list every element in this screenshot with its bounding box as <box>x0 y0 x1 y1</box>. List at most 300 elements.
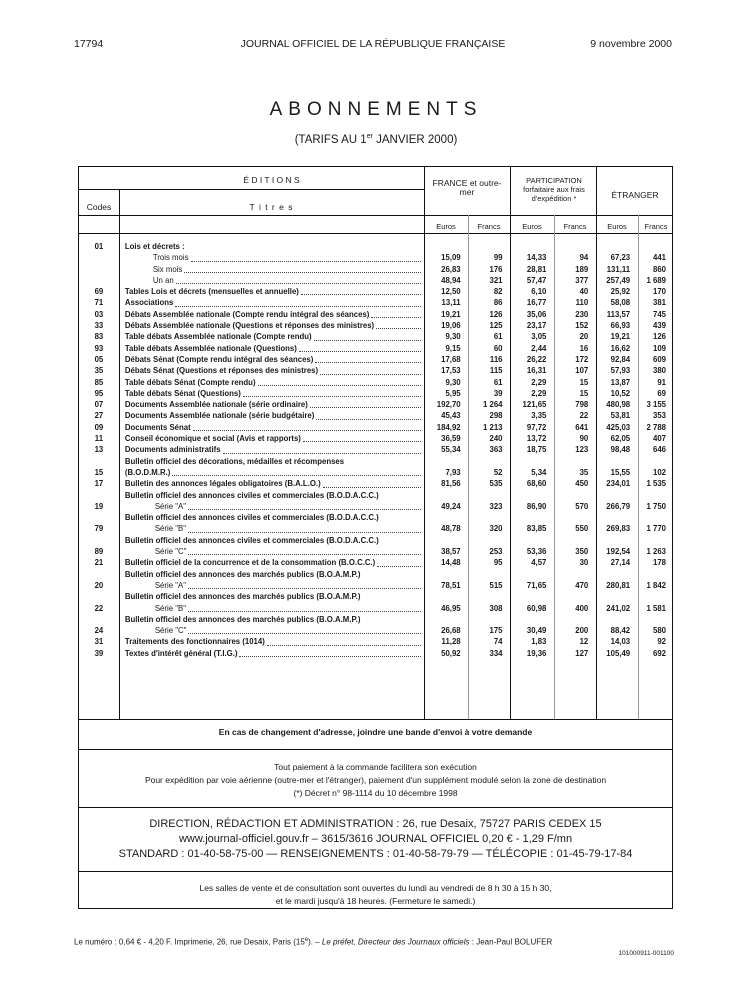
row-title <box>119 241 423 252</box>
row-title-text: Bulletin officiel des décorations, médailles et récompenses <box>124 456 345 466</box>
participation-francs: 94 <box>579 253 589 263</box>
row-code: 33 <box>94 321 104 331</box>
row-title-text: Conseil économique et social (Avis et rapports) <box>124 434 301 444</box>
etranger-euros: 480,98 <box>606 400 631 410</box>
dot-leader <box>299 343 421 352</box>
participation-euros: 16,77 <box>526 298 547 308</box>
header-editions: É D I T I O N S <box>243 175 300 185</box>
row-title-text: Série "B" <box>154 603 186 613</box>
france-euros: 55,34 <box>441 445 461 455</box>
etranger-francs: 580 <box>653 626 667 636</box>
row-title-text: Bulletin officiel des annonces des marchés publics (B.O.A.M.P.) <box>124 569 361 579</box>
dot-leader <box>267 636 421 645</box>
participation-euros: 68,60 <box>526 479 547 489</box>
table-row <box>79 286 672 297</box>
etranger-francs: 441 <box>653 253 667 263</box>
participation-francs: 127 <box>575 648 589 658</box>
row-title <box>119 433 423 444</box>
participation-francs: 90 <box>579 434 589 444</box>
participation-francs: 798 <box>575 400 589 410</box>
participation-euros: 97,72 <box>526 422 547 432</box>
dot-leader <box>223 444 421 453</box>
opening-hours-line: et le mardi jusqu'à 18 heures. (Fermeture le samedi.) <box>275 896 476 906</box>
etranger-euros: 269,83 <box>606 524 631 534</box>
participation-euros: 19,36 <box>526 648 547 658</box>
row-code: 27 <box>94 411 104 421</box>
dot-leader <box>188 603 421 612</box>
payment-line: Pour expédition par voie aérienne (outre-mer et l'étranger), paiement d'un supplément modulé selon la zone de destination <box>144 775 607 785</box>
dot-leader <box>188 523 421 532</box>
etranger-euros: 113,57 <box>606 309 631 319</box>
etranger-francs: 407 <box>653 434 667 444</box>
participation-euros: 1,83 <box>531 637 547 647</box>
participation-euros: 121,65 <box>522 400 547 410</box>
etranger-francs: 353 <box>653 411 667 421</box>
row-title-text: Série "A" <box>154 501 186 511</box>
participation-francs: 470 <box>575 580 589 590</box>
row-title <box>119 354 423 365</box>
table-body <box>79 241 672 659</box>
table-row <box>79 490 672 513</box>
table-row <box>79 297 672 308</box>
dot-leader <box>310 399 421 408</box>
participation-francs: 350 <box>575 547 589 557</box>
participation-francs: 107 <box>575 366 589 376</box>
row-title-text: Série "C" <box>154 626 187 636</box>
participation-euros: 83,85 <box>526 524 547 534</box>
participation-francs: 12 <box>579 637 589 647</box>
row-title <box>119 377 423 388</box>
table-row <box>79 399 672 410</box>
row-title-text: Lois et décrets : <box>124 242 185 251</box>
row-code: 15 <box>94 467 104 477</box>
dot-leader <box>377 557 421 566</box>
divider <box>79 871 672 872</box>
etranger-euros: 425,03 <box>606 422 631 432</box>
etranger-euros: 16,62 <box>610 343 631 353</box>
divider <box>79 189 424 190</box>
participation-francs: 189 <box>575 264 589 274</box>
france-euros: 5,95 <box>445 388 461 398</box>
participation-euros: 35,06 <box>526 309 547 319</box>
participation-euros: 18,75 <box>526 445 547 455</box>
france-euros: 7,93 <box>445 467 461 477</box>
row-title <box>119 388 423 399</box>
divider <box>79 233 672 234</box>
row-title-text: Bulletin officiel des annonces des marchés publics (B.O.A.M.P.) <box>124 614 361 624</box>
row-title-text: Un an <box>152 275 174 285</box>
table-row <box>79 331 672 342</box>
france-euros: 36,59 <box>441 434 461 444</box>
table-row <box>79 591 672 614</box>
etranger-francs: 1 689 <box>646 275 667 285</box>
etranger-francs: 1 535 <box>646 479 667 489</box>
france-francs: 1 213 <box>483 422 503 432</box>
table-row <box>79 456 672 479</box>
row-title-text: Débats Sénat (Questions et réponses des ministres) <box>124 366 319 376</box>
row-code: 93 <box>94 343 104 353</box>
dot-leader <box>176 275 421 284</box>
row-title-text: Documents administratifs <box>124 445 221 455</box>
row-title-text: Tables Lois et décrets (mensuelles et annuelle) <box>124 287 299 297</box>
france-euros: 45,43 <box>441 411 461 421</box>
france-francs: 39 <box>493 388 503 398</box>
etranger-francs: 1 750 <box>646 501 667 511</box>
row-code: 39 <box>94 648 104 658</box>
etranger-euros: 241,02 <box>606 603 631 613</box>
france-euros: 9,30 <box>445 332 461 342</box>
dot-leader <box>316 410 420 419</box>
france-francs: 323 <box>489 501 503 511</box>
header-participation: PARTICIPATION forfaitaire aux frais d'expédition * <box>523 176 585 203</box>
table-row <box>79 433 672 444</box>
etranger-euros: 257,49 <box>606 275 631 285</box>
row-title <box>119 343 423 354</box>
participation-francs: 172 <box>575 354 589 364</box>
table-row <box>79 648 672 659</box>
row-title <box>119 648 423 659</box>
etranger-euros: 27,14 <box>610 558 631 568</box>
france-francs: 321 <box>489 275 503 285</box>
opening-hours <box>79 882 672 908</box>
participation-francs: 123 <box>575 445 589 455</box>
row-title-text: Documents Assemblée nationale (série ordinaire) <box>124 400 308 410</box>
participation-francs: 377 <box>575 275 589 285</box>
etranger-euros: 15,55 <box>610 467 631 477</box>
participation-euros: 26,22 <box>526 354 547 364</box>
france-euros: 19,21 <box>441 309 461 319</box>
france-francs: 61 <box>493 377 503 387</box>
row-code: 69 <box>94 287 104 297</box>
decree-reference: (*) Décret n° 98-1114 du 10 décembre 1998 <box>293 788 458 798</box>
row-title-text: Bulletin des annonces légales obligatoires (B.A.L.O.) <box>124 479 321 489</box>
participation-euros: 3,35 <box>531 411 547 421</box>
participation-francs: 450 <box>575 479 589 489</box>
participation-francs: 570 <box>575 501 589 511</box>
etranger-euros: 266,79 <box>606 501 631 511</box>
france-euros: 26,68 <box>441 626 461 636</box>
row-title <box>119 614 423 637</box>
france-francs: 126 <box>489 309 503 319</box>
row-title <box>119 444 423 455</box>
table-row <box>79 410 672 421</box>
participation-euros: 16,31 <box>526 366 547 376</box>
direction-address: DIRECTION, RÉDACTION ET ADMINISTRATION : 26, rue Desaix, 75727 PARIS CEDEX 15 <box>149 818 602 830</box>
dot-leader <box>376 320 421 329</box>
footer-code: 101000911-001100 <box>618 950 674 957</box>
france-francs: 82 <box>493 287 503 297</box>
row-code: 35 <box>94 366 104 376</box>
header-etranger: ÉTRANGER <box>611 190 659 200</box>
row-title-text: Associations <box>124 298 174 308</box>
france-francs: 363 <box>489 445 503 455</box>
row-title <box>119 478 423 489</box>
row-code: 95 <box>94 388 104 398</box>
subscription-table-frame <box>78 166 673 909</box>
participation-francs: 230 <box>575 309 589 319</box>
etranger-francs: 170 <box>653 287 667 297</box>
row-title-text: Six mois <box>152 264 183 274</box>
france-francs: 308 <box>489 603 503 613</box>
table-row <box>79 377 672 388</box>
table-row <box>79 365 672 376</box>
page-subtitle: (TARIFS AU 1er JANVIER 2000) <box>294 133 458 146</box>
etranger-euros: 62,05 <box>610 434 631 444</box>
etranger-euros: 88,42 <box>610 626 631 636</box>
row-code: 07 <box>94 400 104 410</box>
france-francs: 95 <box>493 558 503 568</box>
header-euros-2: Euros <box>522 222 542 231</box>
row-title-text: Table débats Sénat (Questions) <box>124 388 241 398</box>
france-francs: 298 <box>489 411 503 421</box>
participation-euros: 2,29 <box>531 388 547 398</box>
row-title <box>119 320 423 331</box>
payment-line: Tout paiement à la commande facilitera son exécution <box>274 762 477 772</box>
etranger-euros: 98,48 <box>610 445 631 455</box>
row-code: 71 <box>94 298 104 308</box>
france-euros: 192,70 <box>436 400 461 410</box>
journal-title: JOURNAL OFFICIEL DE LA RÉPUBLIQUE FRANÇAISE <box>240 38 506 50</box>
header-francs-2: Francs <box>563 222 587 231</box>
france-euros: 14,48 <box>441 558 461 568</box>
header-codes: Codes <box>86 202 112 212</box>
etranger-francs: 381 <box>653 298 667 308</box>
table-row <box>79 512 672 535</box>
table-row <box>79 444 672 455</box>
france-francs: 74 <box>493 637 503 647</box>
france-euros: 50,92 <box>441 648 461 658</box>
etranger-francs: 692 <box>653 648 667 658</box>
dot-leader <box>323 478 421 487</box>
france-francs: 175 <box>489 626 503 636</box>
footer-imprint: Le numéro : 0,64 € - 4,20 F. Imprimerie, 26, rue Desaix, Paris (15e). – Le préfet, Directeur des Journaux officiels : Jean-Paul BOLUFER <box>74 937 553 947</box>
row-code: 24 <box>94 626 104 636</box>
participation-euros: 4,57 <box>531 558 547 568</box>
etranger-euros: 13,87 <box>610 377 631 387</box>
participation-francs: 40 <box>579 287 589 297</box>
france-euros: 78,51 <box>441 580 461 590</box>
row-code: 19 <box>94 501 104 511</box>
participation-euros: 30,49 <box>526 626 547 636</box>
etranger-francs: 178 <box>653 558 667 568</box>
france-euros: 48,94 <box>441 275 461 285</box>
france-francs: 115 <box>489 366 503 376</box>
etranger-euros: 19,21 <box>610 332 631 342</box>
etranger-francs: 1 581 <box>646 603 667 613</box>
table-row <box>79 422 672 433</box>
participation-francs: 641 <box>575 422 589 432</box>
row-title-text: Trois mois <box>152 253 189 263</box>
dot-leader <box>188 625 420 634</box>
row-title-text: Documents Sénat <box>124 422 191 432</box>
row-title-text: Textes d'intérêt général (T.I.G.) <box>124 648 238 658</box>
row-title <box>119 410 423 421</box>
divider <box>79 719 672 720</box>
france-francs: 61 <box>493 332 503 342</box>
table-row <box>79 614 672 637</box>
france-euros: 46,95 <box>441 603 461 613</box>
row-code: 85 <box>94 377 104 387</box>
participation-francs: 30 <box>579 558 589 568</box>
etranger-euros: 57,93 <box>610 366 631 376</box>
row-code: 21 <box>94 558 104 568</box>
phone-line: STANDARD : 01-40-58-75-00 — RENSEIGNEMENTS : 01-40-58-79-79 — TÉLÉCOPIE : 01-45-79-17-84 <box>118 848 633 860</box>
table-row <box>79 636 672 647</box>
participation-euros: 5,34 <box>531 467 547 477</box>
row-title-text: Bulletin officiel des annonces civiles et commerciales (B.O.D.A.C.C.) <box>124 513 379 523</box>
etranger-euros: 234,01 <box>606 479 631 489</box>
table-row <box>79 343 672 354</box>
row-title <box>119 365 423 376</box>
row-code: 17 <box>94 479 104 489</box>
dot-leader <box>320 365 421 374</box>
france-euros: 9,15 <box>445 343 461 353</box>
header-euros-3: Euros <box>607 222 627 231</box>
participation-euros: 3,05 <box>531 332 547 342</box>
etranger-euros: 67,23 <box>610 253 631 263</box>
table-row <box>79 535 672 558</box>
row-code: 83 <box>94 332 104 342</box>
row-title-text: Série "B" <box>154 524 186 534</box>
row-code: 01 <box>94 242 104 251</box>
france-francs: 1 264 <box>483 400 503 410</box>
etranger-francs: 646 <box>653 445 667 455</box>
etranger-euros: 66,93 <box>610 321 631 331</box>
etranger-euros: 25,92 <box>610 287 631 297</box>
header-france: FRANCE et outre-mer <box>432 178 502 197</box>
opening-hours-line: Les salles de vente et de consultation sont ouvertes du lundi au vendredi de 8 h 30 à 15 h 30, <box>199 883 552 893</box>
row-title <box>119 286 423 297</box>
table-row <box>79 264 672 275</box>
dot-leader <box>314 331 421 340</box>
france-francs: 60 <box>493 343 503 353</box>
website-line: www.journal-officiel.gouv.fr – 3615/3616 JOURNAL OFFICIEL 0,20 € - 1,29 F/mn <box>178 833 573 845</box>
divider <box>79 749 672 750</box>
etranger-euros: 10,52 <box>610 388 631 398</box>
row-title-text: Série "A" <box>154 580 186 590</box>
france-francs: 334 <box>489 648 503 658</box>
row-title-text: Bulletin officiel de la concurrence et de la consommation (B.O.C.C.) <box>124 558 376 568</box>
france-francs: 125 <box>489 321 503 331</box>
etranger-francs: 1 263 <box>646 547 667 557</box>
participation-francs: 16 <box>579 343 589 353</box>
header-titres: T i t r e s <box>249 202 294 212</box>
payment-note <box>79 761 672 800</box>
row-title <box>119 636 423 647</box>
france-francs: 116 <box>489 354 503 364</box>
page-title: ABONNEMENTS <box>269 99 483 120</box>
participation-francs: 110 <box>575 298 589 308</box>
etranger-euros: 92,84 <box>610 354 631 364</box>
row-title-text: Table débats Assemblée nationale (Compte rendu) <box>124 332 312 342</box>
france-euros: 26,83 <box>441 264 461 274</box>
etranger-francs: 3 155 <box>646 400 667 410</box>
row-title <box>119 309 423 320</box>
table-row <box>79 275 672 286</box>
etranger-euros: 280,81 <box>606 580 631 590</box>
table-row <box>79 252 672 263</box>
row-title <box>119 297 423 308</box>
france-euros: 17,68 <box>441 354 461 364</box>
etranger-francs: 109 <box>653 343 667 353</box>
etranger-euros: 53,81 <box>610 411 631 421</box>
etranger-francs: 1 842 <box>646 580 667 590</box>
header-francs-1: Francs <box>477 222 501 231</box>
france-euros: 19,06 <box>441 321 461 331</box>
france-francs: 86 <box>493 298 503 308</box>
row-code: 13 <box>94 445 104 455</box>
france-francs: 320 <box>489 524 503 534</box>
etranger-francs: 69 <box>657 388 667 398</box>
etranger-francs: 609 <box>653 354 667 364</box>
participation-euros: 86,90 <box>526 501 547 511</box>
participation-euros: 60,98 <box>526 603 547 613</box>
france-euros: 9,30 <box>445 377 461 387</box>
direction-block <box>79 817 672 862</box>
table-row <box>79 569 672 592</box>
etranger-euros: 105,49 <box>606 648 631 658</box>
row-title <box>119 490 423 513</box>
row-title <box>119 557 423 568</box>
etranger-francs: 439 <box>653 321 667 331</box>
france-euros: 12,50 <box>441 287 461 297</box>
row-code: 11 <box>94 434 104 444</box>
row-title-text: Bulletin officiel des annonces des marchés publics (B.O.A.M.P.) <box>124 592 361 602</box>
participation-euros: 14,33 <box>526 253 547 263</box>
france-francs: 253 <box>489 547 503 557</box>
row-title-text: Traitements des fonctionnaires (1014) <box>124 637 265 647</box>
dot-leader <box>193 422 421 431</box>
row-title-text: Débats Assemblée nationale (Questions et réponses des ministres) <box>124 321 375 331</box>
row-title <box>119 535 423 558</box>
header-euros-1: Euros <box>436 222 456 231</box>
participation-francs: 35 <box>579 467 589 477</box>
dot-leader <box>371 309 420 318</box>
etranger-euros: 192,54 <box>606 547 631 557</box>
page-number: 17794 <box>74 38 104 50</box>
france-francs: 515 <box>489 580 503 590</box>
row-title-text: (B.O.D.M.R.) <box>124 467 171 477</box>
dot-leader <box>315 354 420 363</box>
participation-euros: 13,72 <box>526 434 547 444</box>
participation-euros: 2,29 <box>531 377 547 387</box>
dot-leader <box>175 297 420 306</box>
change-address-note: En cas de changement d'adresse, joindre une bande d'envoi à votre demande <box>218 727 533 737</box>
france-euros: 11,28 <box>441 637 461 647</box>
participation-francs: 22 <box>579 411 589 421</box>
dot-leader <box>184 264 420 273</box>
etranger-francs: 380 <box>653 366 667 376</box>
row-code: 20 <box>94 580 104 590</box>
table-row <box>79 478 672 489</box>
row-title <box>119 399 423 410</box>
row-title <box>119 456 423 479</box>
dot-leader <box>301 286 421 295</box>
row-title-text: Série "C" <box>154 547 187 557</box>
participation-euros: 23,17 <box>526 321 547 331</box>
france-euros: 81,56 <box>441 479 461 489</box>
france-euros: 38,57 <box>441 547 461 557</box>
france-euros: 48,78 <box>441 524 461 534</box>
header-francs-3: Francs <box>644 222 668 231</box>
dot-leader <box>188 546 420 555</box>
etranger-euros: 14,03 <box>610 637 631 647</box>
row-title <box>119 252 423 263</box>
row-title-text: Bulletin officiel des annonces civiles et commerciales (B.O.D.A.C.C.) <box>124 535 379 545</box>
dot-leader <box>303 433 421 442</box>
france-euros: 184,92 <box>436 422 461 432</box>
table-row <box>79 309 672 320</box>
